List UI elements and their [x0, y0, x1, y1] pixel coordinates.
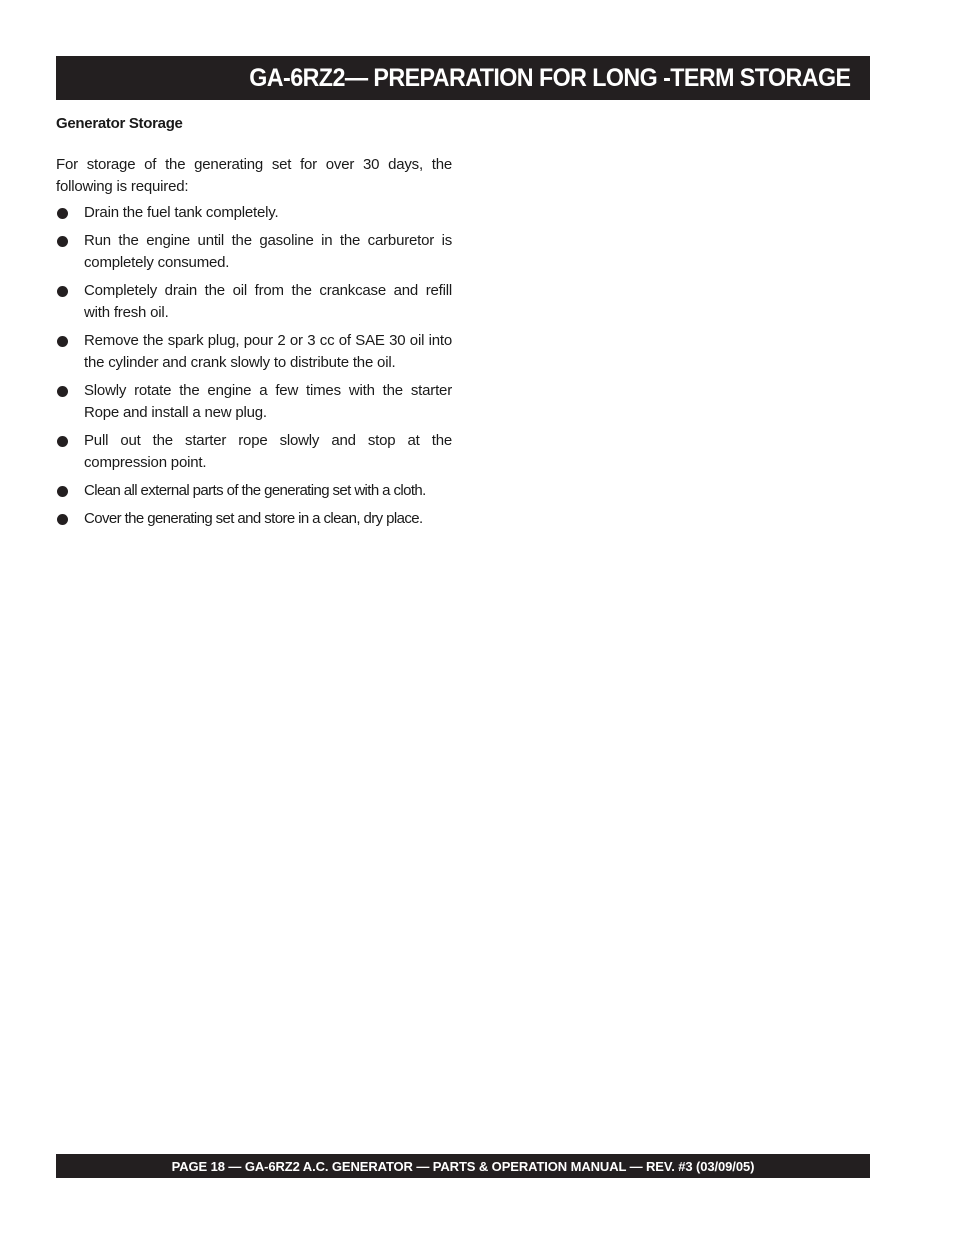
- storage-steps-list: [56, 202, 452, 530]
- list-item: [56, 230, 452, 274]
- list-item-text: Remove the spark plug, pour 2 or 3 cc of SAE 30 oil into the cylinder and crank slowly to distribute the oil.: [84, 332, 452, 371]
- page-title-bar: [56, 56, 870, 100]
- list-item-text: Drain the fuel tank completely.: [84, 204, 279, 221]
- list-item-text: Cover the generating set and store in a clean, dry place.: [84, 510, 423, 527]
- bullet-icon: [57, 286, 68, 297]
- bullet-icon: [57, 436, 68, 447]
- list-item: [56, 480, 452, 502]
- bullet-icon: [57, 486, 68, 497]
- bullet-icon: [57, 208, 68, 219]
- list-item: [56, 380, 452, 424]
- list-item: [56, 202, 452, 224]
- page-footer-bar: [56, 1154, 870, 1178]
- list-item: [56, 330, 452, 374]
- generator-storage-section: [56, 114, 452, 536]
- bullet-icon: [57, 236, 68, 247]
- list-item-text: Clean all external parts of the generating set with a cloth.: [84, 482, 426, 499]
- list-item: [56, 430, 452, 474]
- list-item-text: Run the engine until the gasoline in the carburetor is completely consumed.: [84, 232, 452, 271]
- page-title: GA-6RZ2— PREPARATION FOR LONG -TERM STORAGE: [248, 63, 850, 92]
- section-heading: Generator Storage: [56, 115, 183, 132]
- intro-paragraph: For storage of the generating set for over 30 days, the following is required:: [56, 156, 452, 195]
- bullet-icon: [57, 514, 68, 525]
- bullet-icon: [57, 386, 68, 397]
- list-item-text: Slowly rotate the engine a few times with the starter Rope and install a new plug.: [84, 382, 452, 421]
- list-item-text: Completely drain the oil from the crankcase and refill with fresh oil.: [84, 282, 452, 321]
- page-footer: PAGE 18 — GA-6RZ2 A.C. GENERATOR — PARTS & OPERATION MANUAL — REV. #3 (03/09/05): [171, 1158, 755, 1174]
- list-item: [56, 280, 452, 324]
- bullet-icon: [57, 336, 68, 347]
- list-item-text: Pull out the starter rope slowly and stop at the compression point.: [84, 432, 452, 471]
- list-item: [56, 508, 452, 530]
